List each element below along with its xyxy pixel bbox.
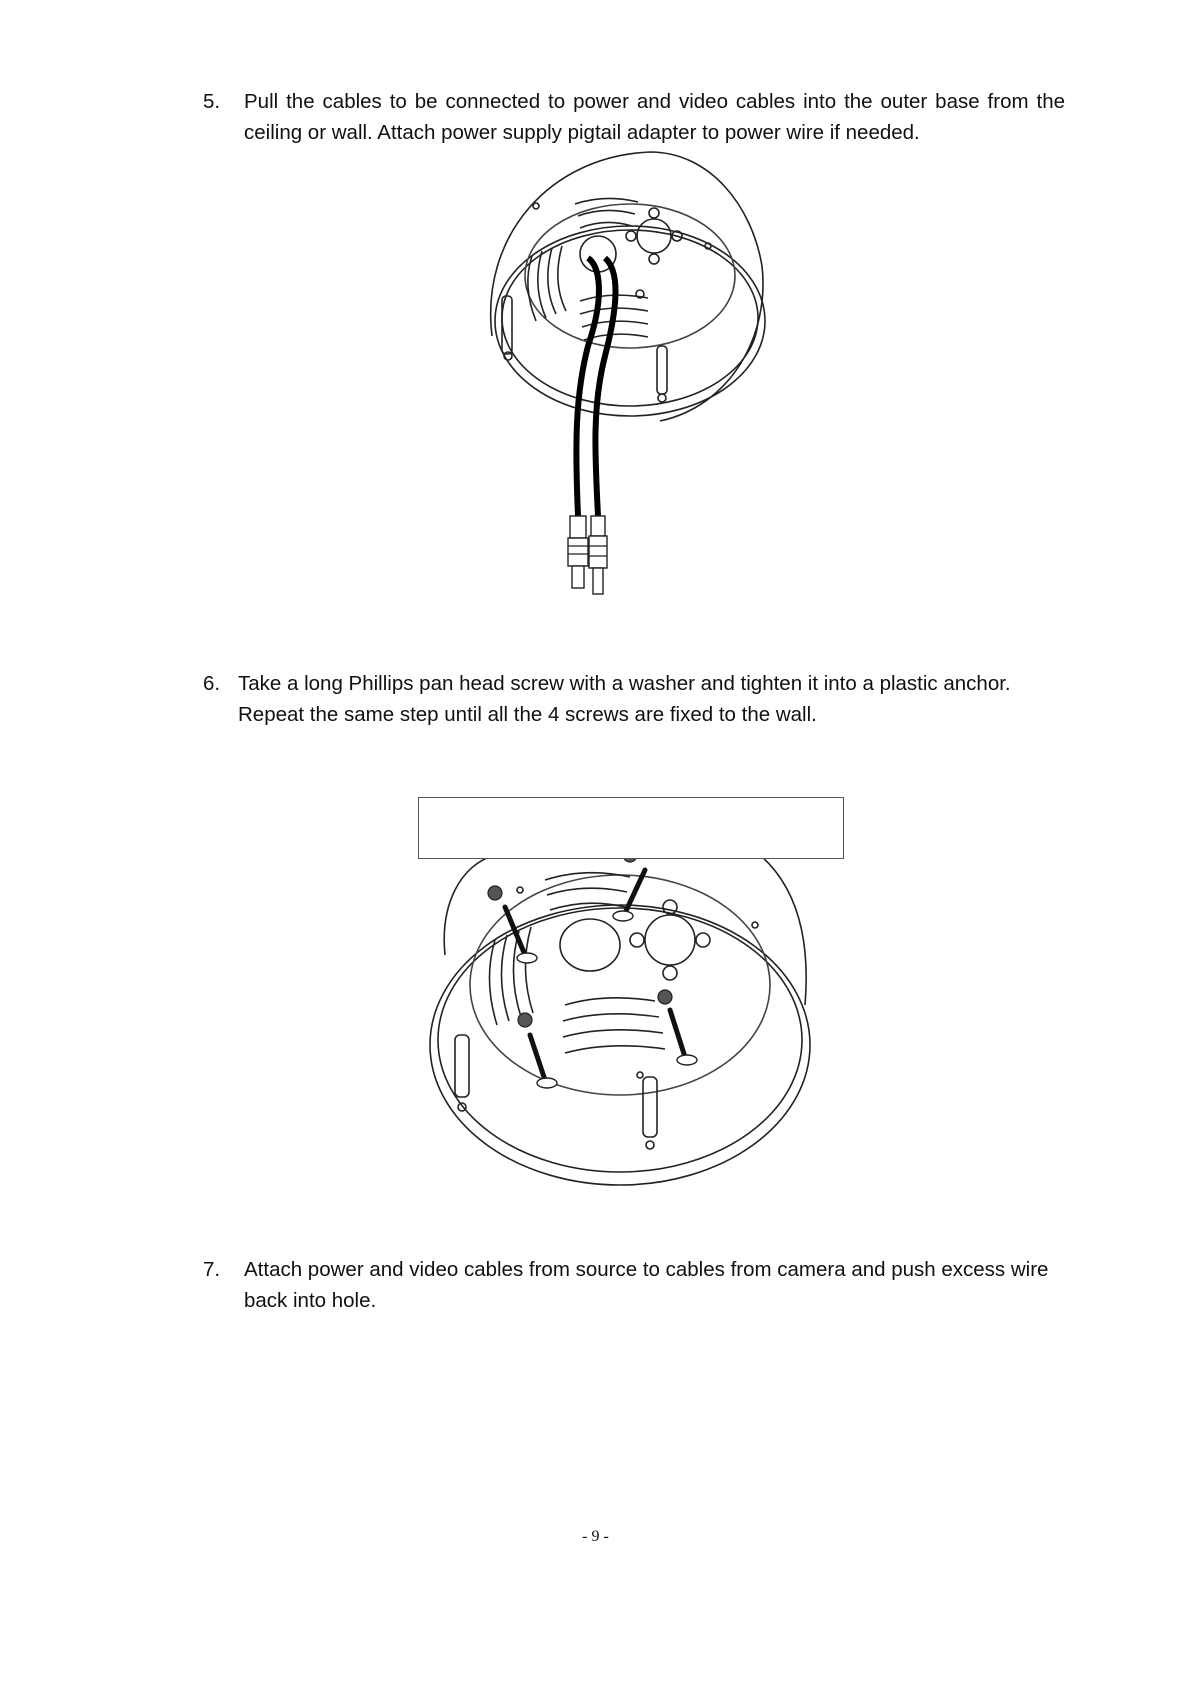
step-number: 6. bbox=[203, 672, 221, 695]
outer-base-cables-illustration bbox=[480, 146, 770, 610]
step-number: 5. bbox=[203, 90, 221, 113]
step-6 bbox=[203, 668, 1065, 730]
figure-caption-box bbox=[418, 797, 844, 859]
step-text: Attach power and video cables from source to cables from camera and push excess wire back into hole. bbox=[244, 1258, 1049, 1312]
step-7 bbox=[203, 1254, 1065, 1316]
step-number: 7. bbox=[203, 1258, 221, 1281]
step-5 bbox=[203, 86, 1065, 148]
step-text: Take a long Phillips pan head screw with a washer and tighten it into a plastic anchor. Repeat the same step until all the 4 screws are fixed to the wall. bbox=[238, 672, 1011, 726]
step-text: Pull the cables to be connected to power and video cables into the outer base from the ceiling or wall. Attach power supply pigtail adapter to power wire if needed. bbox=[244, 90, 1065, 144]
page-number: - 9 - bbox=[582, 1528, 609, 1545]
